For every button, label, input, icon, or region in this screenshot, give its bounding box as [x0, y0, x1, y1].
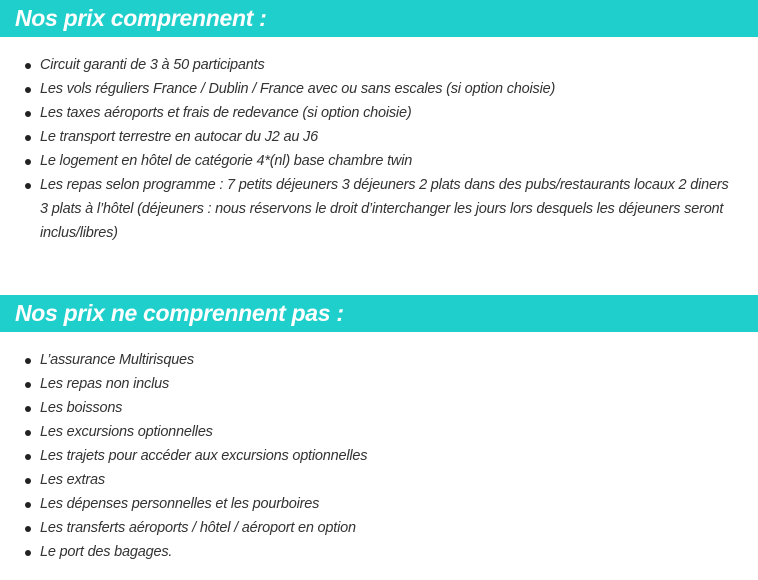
- list-item-text: Le logement en hôtel de catégorie 4*(nl) base chambre twin: [40, 153, 413, 169]
- excluded-section-header: [0, 295, 758, 332]
- bullet-icon: [25, 183, 31, 189]
- list-item: [0, 540, 758, 564]
- list-item-text: Les boissons: [40, 400, 123, 416]
- list-item: [0, 149, 758, 173]
- list-item: [0, 468, 758, 492]
- bullet-icon: [25, 159, 31, 165]
- list-item-text: Circuit garanti de 3 à 50 participants: [40, 57, 265, 73]
- list-item-text: Les repas non inclus: [40, 376, 169, 392]
- bullet-icon: [25, 478, 31, 484]
- list-item-text: Le transport terrestre en autocar du J2 au J6: [40, 129, 318, 145]
- included-section-title: Nos prix comprennent :: [15, 5, 267, 31]
- list-item: [0, 125, 758, 149]
- list-item: [0, 53, 758, 77]
- bullet-icon: [25, 454, 31, 460]
- included-section-header: [0, 0, 758, 37]
- list-item-text: L’assurance Multirisques: [40, 352, 194, 368]
- bullet-icon: [25, 87, 31, 93]
- bullet-icon: [25, 430, 31, 436]
- list-item-text: Le port des bagages.: [40, 544, 173, 560]
- bullet-icon: [25, 135, 31, 141]
- included-items-list: [0, 53, 758, 245]
- list-item: [0, 77, 758, 101]
- bullet-icon: [25, 63, 31, 69]
- list-item-text: Les extras: [40, 472, 105, 488]
- list-item-text: Les repas selon programme : 7 petits déjeuners 3 déjeuners 2 plats dans des pubs/restaurants locaux 2 diners 3 plats à l’hôtel (déjeuners : nous réservons le droit d’interchanger les jours lors desquels les déjeuners seront inclus/libres): [40, 177, 729, 241]
- list-item-text: Les taxes aéroports et frais de redevance (si option choisie): [40, 105, 412, 121]
- bullet-icon: [25, 406, 31, 412]
- list-item: [0, 348, 758, 372]
- list-item: [0, 492, 758, 516]
- list-item: [0, 396, 758, 420]
- list-item-text: Les vols réguliers France / Dublin / France avec ou sans escales (si option choisie): [40, 81, 556, 97]
- list-item: [0, 420, 758, 444]
- excluded-items-list: [0, 348, 758, 564]
- list-item: [0, 372, 758, 396]
- list-item-text: Les trajets pour accéder aux excursions optionnelles: [40, 448, 368, 464]
- excluded-section-title: Nos prix ne comprennent pas :: [15, 300, 344, 326]
- list-item: [0, 444, 758, 468]
- bullet-icon: [25, 111, 31, 117]
- list-item-text: Les dépenses personnelles et les pourboires: [40, 496, 320, 512]
- list-item: [0, 101, 758, 125]
- bullet-icon: [25, 550, 31, 556]
- list-item: [0, 516, 758, 540]
- list-item: [0, 173, 758, 245]
- bullet-icon: [25, 358, 31, 364]
- bullet-icon: [25, 502, 31, 508]
- list-item-text: Les transferts aéroports / hôtel / aéroport en option: [40, 520, 356, 536]
- bullet-icon: [25, 382, 31, 388]
- bullet-icon: [25, 526, 31, 532]
- list-item-text: Les excursions optionnelles: [40, 424, 213, 440]
